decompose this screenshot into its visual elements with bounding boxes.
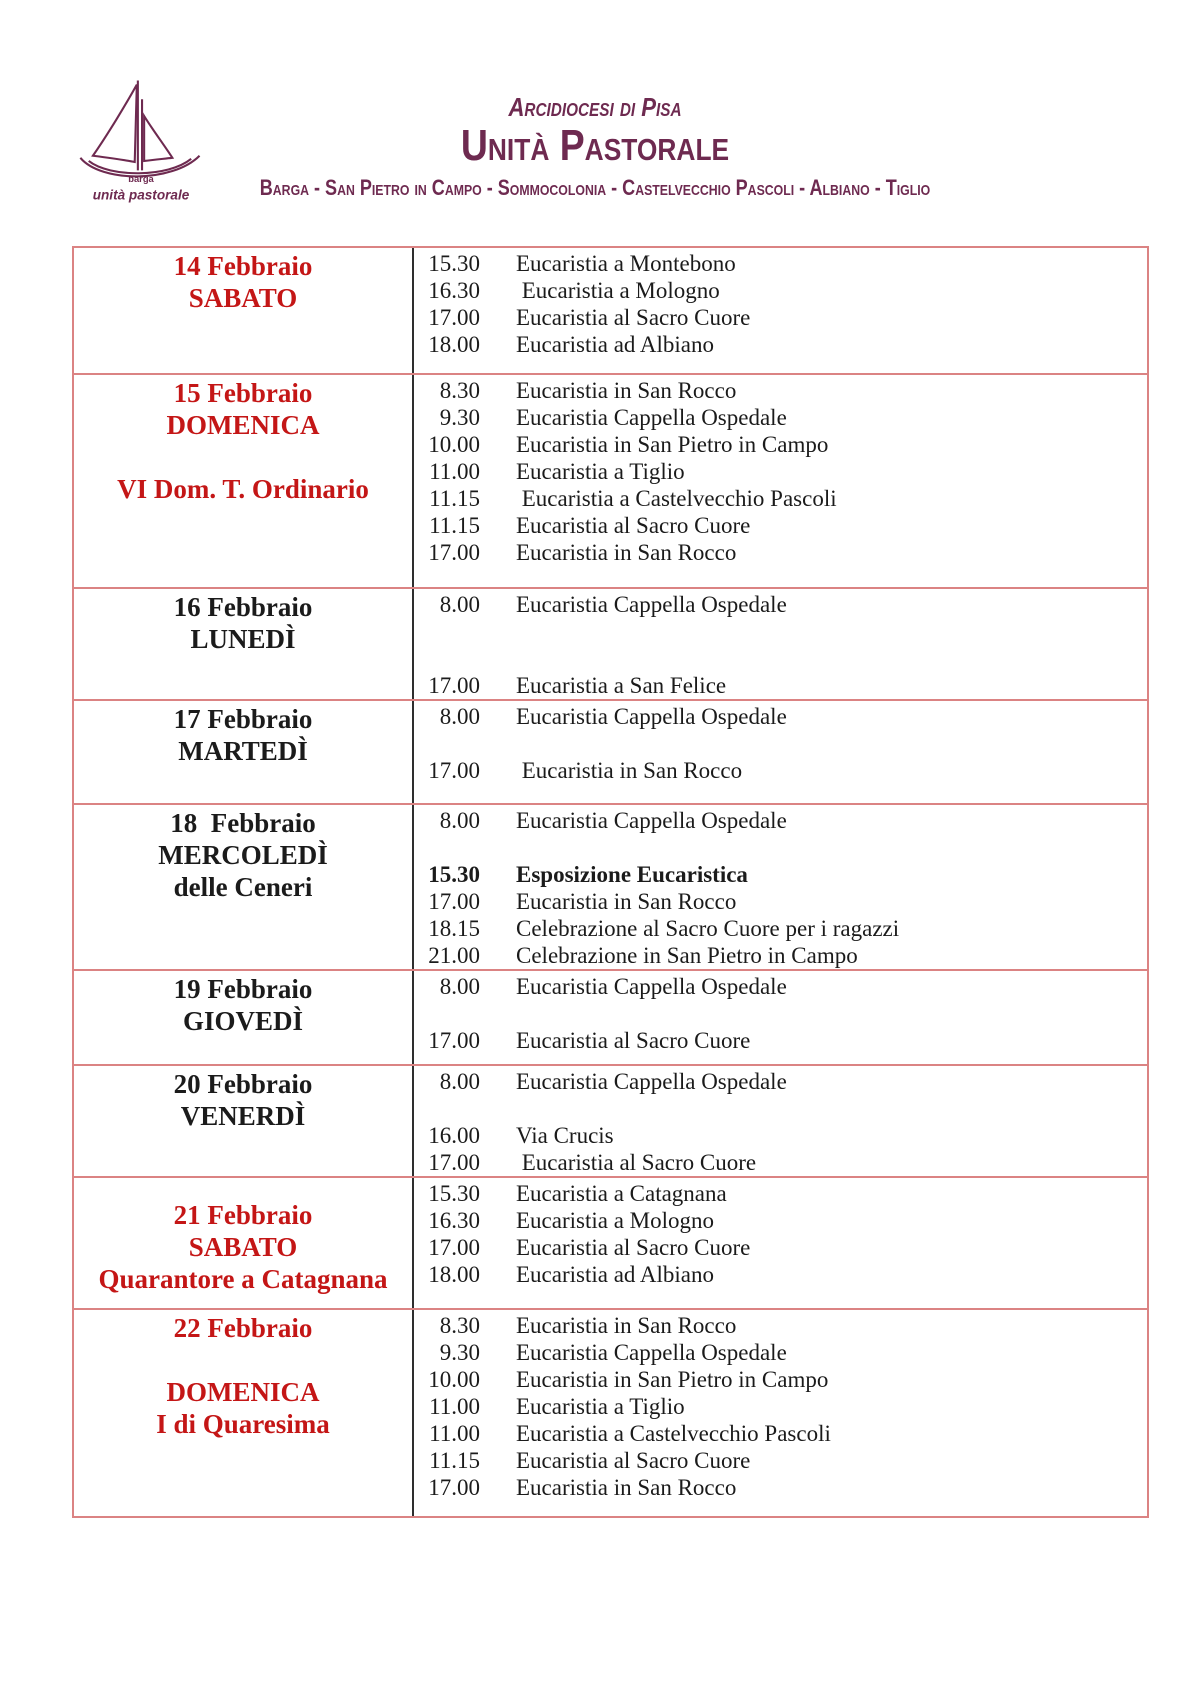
event-time: 15.30 [428, 1181, 480, 1206]
event-description: Eucaristia in San Pietro in Campo [516, 432, 829, 457]
date-line: 17 Febbraio [173, 704, 313, 734]
event-line [422, 277, 1147, 304]
event-time [422, 645, 480, 672]
event-time: 8.00 [439, 1069, 480, 1094]
event-line [422, 1000, 1147, 1027]
event-description: Eucaristia Cappella Ospedale [516, 405, 787, 430]
event-time: 9.30 [439, 405, 480, 430]
event-line [422, 1180, 1147, 1207]
event-time: 18.00 [428, 332, 480, 357]
date-line: 16 Febbraio [173, 592, 313, 622]
event-line [422, 861, 1147, 888]
event-line [422, 1420, 1147, 1447]
event-description: Eucaristia a Mologno [516, 278, 720, 303]
event-time: 8.00 [439, 704, 480, 729]
event-description: Eucaristia a Tiglio [516, 459, 685, 484]
date-cell [74, 701, 414, 803]
event-time: 8.30 [439, 1313, 480, 1338]
logo-word-large: unità pastorale [92, 187, 190, 203]
date-line: SABATO [188, 283, 298, 313]
event-time: 8.00 [439, 808, 480, 833]
event-time: 8.30 [439, 378, 480, 403]
date-line: MERCOLEDÌ [158, 840, 328, 870]
date-cell [74, 805, 414, 969]
event-line [422, 618, 1147, 645]
event-line [422, 888, 1147, 915]
event-time: 17.00 [428, 1150, 480, 1175]
event-time: 16.30 [428, 1208, 480, 1233]
event-line [422, 1339, 1147, 1366]
event-description: Eucaristia Cappella Ospedale [516, 592, 787, 617]
event-time: 17.00 [428, 889, 480, 914]
event-time: 8.00 [439, 974, 480, 999]
event-line [422, 757, 1147, 784]
event-time: 21.00 [428, 943, 480, 968]
date-line: GIOVEDÌ [182, 1006, 304, 1036]
event-time: 11.15 [429, 1448, 480, 1473]
event-time: 11.00 [429, 459, 480, 484]
event-description: Eucaristia a Montebono [516, 251, 736, 276]
schedule-row [74, 969, 1147, 1064]
date-line [74, 441, 412, 473]
date-line: DOMENICA [166, 410, 320, 440]
date-cell [74, 1066, 414, 1176]
date-line: LUNEDÌ [190, 624, 296, 654]
event-line [422, 377, 1147, 404]
date-line: 18 Febbraio [170, 808, 316, 838]
event-line [422, 591, 1147, 618]
event-time: 18.15 [428, 916, 480, 941]
event-line [422, 250, 1147, 277]
date-line: VENERDÌ [180, 1101, 306, 1131]
event-description: Celebrazione al Sacro Cuore per i ragazzi [516, 916, 900, 941]
event-line [422, 672, 1147, 699]
parishes-subtitle: Barga - San Pietro in Campo - Sommocolonia - Castelvecchio Pascoli - Albiano - Tiglio [259, 175, 931, 200]
event-line [422, 1474, 1147, 1501]
date-line: I di Quaresima [156, 1409, 330, 1439]
date-line: 21 Febbraio [173, 1200, 313, 1230]
event-line [422, 1207, 1147, 1234]
schedule-row [74, 587, 1147, 699]
event-time: 17.00 [428, 673, 480, 698]
event-time: 17.00 [428, 1475, 480, 1500]
events-cell [414, 1066, 1147, 1176]
event-line [422, 1122, 1147, 1149]
event-description: Eucaristia in San Rocco [516, 889, 737, 914]
event-time: 10.00 [428, 1367, 480, 1392]
event-time: 17.00 [428, 1028, 480, 1053]
event-line [422, 1393, 1147, 1420]
date-line: delle Ceneri [173, 872, 313, 902]
event-line [422, 458, 1147, 485]
event-line [422, 431, 1147, 458]
event-line [422, 485, 1147, 512]
event-description: Eucaristia al Sacro Cuore [516, 1235, 751, 1260]
event-line [422, 1447, 1147, 1474]
event-description: Eucaristia a Castelvecchio Pascoli [516, 1421, 831, 1446]
event-description: Via Crucis [516, 1123, 614, 1148]
logo-word-small: barga [128, 172, 154, 184]
event-description: Esposizione Eucaristica [516, 862, 748, 887]
event-description: Eucaristia al Sacro Cuore [516, 305, 751, 330]
date-cell [74, 375, 414, 587]
event-description: Eucaristia in San Rocco [516, 1475, 737, 1500]
page-title: Unità Pastorale [460, 121, 730, 170]
event-time [422, 1095, 480, 1122]
schedule-row [74, 1176, 1147, 1308]
date-line: DOMENICA [166, 1377, 320, 1407]
event-time: 15.30 [428, 251, 480, 276]
event-description: Eucaristia al Sacro Cuore [516, 1028, 751, 1053]
event-description: Eucaristia a San Felice [516, 673, 727, 698]
event-line [422, 1149, 1147, 1176]
event-time: 10.00 [428, 432, 480, 457]
event-time: 16.00 [428, 1123, 480, 1148]
date-line: 14 Febbraio [173, 251, 313, 281]
event-line [422, 1234, 1147, 1261]
event-line [422, 404, 1147, 431]
schedule-row [74, 373, 1147, 587]
header [0, 0, 1190, 201]
event-line [422, 1366, 1147, 1393]
date-line: MARTEDÌ [178, 736, 308, 766]
date-line: 22 Febbraio [173, 1313, 313, 1343]
event-description: Eucaristia in San Pietro in Campo [516, 1367, 829, 1392]
event-description: Eucaristia Cappella Ospedale [516, 1069, 787, 1094]
schedule-row [74, 699, 1147, 803]
event-line [422, 1261, 1147, 1288]
event-line [422, 703, 1147, 730]
event-time: 11.00 [429, 1394, 480, 1419]
event-time: 17.00 [428, 305, 480, 330]
event-line [422, 1312, 1147, 1339]
event-description: Eucaristia Cappella Ospedale [516, 974, 787, 999]
schedule-row [74, 248, 1147, 373]
event-line [422, 304, 1147, 331]
event-time: 18.00 [428, 1262, 480, 1287]
event-description: Eucaristia al Sacro Cuore [516, 1150, 757, 1175]
event-line [422, 1068, 1147, 1095]
event-description: Eucaristia a Mologno [516, 1208, 715, 1233]
event-line [422, 834, 1147, 861]
event-time: 17.00 [428, 758, 480, 783]
events-cell [414, 971, 1147, 1064]
event-line [422, 1027, 1147, 1054]
events-cell [414, 701, 1147, 803]
event-description: Eucaristia al Sacro Cuore [516, 1448, 751, 1473]
event-time [422, 618, 480, 645]
event-time: 17.00 [428, 540, 480, 565]
schedule-row [74, 803, 1147, 969]
diocese-title: Arcidiocesi di Pisa [508, 92, 682, 122]
event-description: Eucaristia Cappella Ospedale [516, 704, 787, 729]
event-line [422, 973, 1147, 1000]
event-description: Eucaristia Cappella Ospedale [516, 808, 787, 833]
event-time: 11.15 [429, 513, 480, 538]
event-line [422, 915, 1147, 942]
event-time: 11.15 [429, 486, 480, 511]
event-time [422, 834, 480, 861]
event-line [422, 645, 1147, 672]
event-line [422, 942, 1147, 969]
event-line [422, 539, 1147, 566]
date-line: Quarantore a Catagnana [98, 1264, 388, 1294]
events-cell [414, 248, 1147, 373]
event-time: 15.30 [428, 862, 480, 887]
date-cell [74, 971, 414, 1064]
schedule-table [72, 246, 1149, 1518]
event-description: Eucaristia in San Rocco [516, 758, 743, 783]
event-time: 17.00 [428, 1235, 480, 1260]
date-cell [74, 589, 414, 699]
date-cell [74, 1310, 414, 1516]
date-line: 19 Febbraio [173, 974, 313, 1004]
date-cell [74, 248, 414, 373]
events-cell [414, 589, 1147, 699]
event-description: Celebrazione in San Pietro in Campo [516, 943, 858, 968]
event-time: 8.00 [439, 592, 480, 617]
event-description: Eucaristia Cappella Ospedale [516, 1340, 787, 1365]
event-description: Eucaristia a Catagnana [516, 1181, 727, 1206]
event-description: Eucaristia in San Rocco [516, 540, 737, 565]
event-description: Eucaristia ad Albiano [516, 332, 714, 357]
event-description: Eucaristia ad Albiano [516, 1262, 714, 1287]
event-line [422, 331, 1147, 358]
event-line [422, 1095, 1147, 1122]
date-line: VI Dom. T. Ordinario [117, 474, 369, 504]
date-cell [74, 1178, 414, 1308]
event-description: Eucaristia a Castelvecchio Pascoli [516, 486, 837, 511]
event-time [422, 1000, 480, 1027]
date-line [74, 1344, 412, 1376]
schedule-row [74, 1064, 1147, 1176]
event-time [422, 730, 480, 757]
event-line [422, 807, 1147, 834]
events-cell [414, 1310, 1147, 1516]
schedule-row [74, 1308, 1147, 1516]
event-description: Eucaristia a Tiglio [516, 1394, 685, 1419]
event-time: 16.30 [428, 278, 480, 303]
event-description: Eucaristia al Sacro Cuore [516, 513, 751, 538]
date-line: 15 Febbraio [173, 378, 313, 408]
event-time: 11.00 [429, 1421, 480, 1446]
event-time: 9.30 [439, 1340, 480, 1365]
events-cell [414, 375, 1147, 587]
event-line [422, 512, 1147, 539]
events-cell [414, 1178, 1147, 1308]
event-description: Eucaristia in San Rocco [516, 1313, 737, 1338]
events-cell [414, 805, 1147, 969]
event-line [422, 730, 1147, 757]
date-line: SABATO [188, 1232, 298, 1262]
date-line: 20 Febbraio [173, 1069, 313, 1099]
event-description: Eucaristia in San Rocco [516, 378, 737, 403]
